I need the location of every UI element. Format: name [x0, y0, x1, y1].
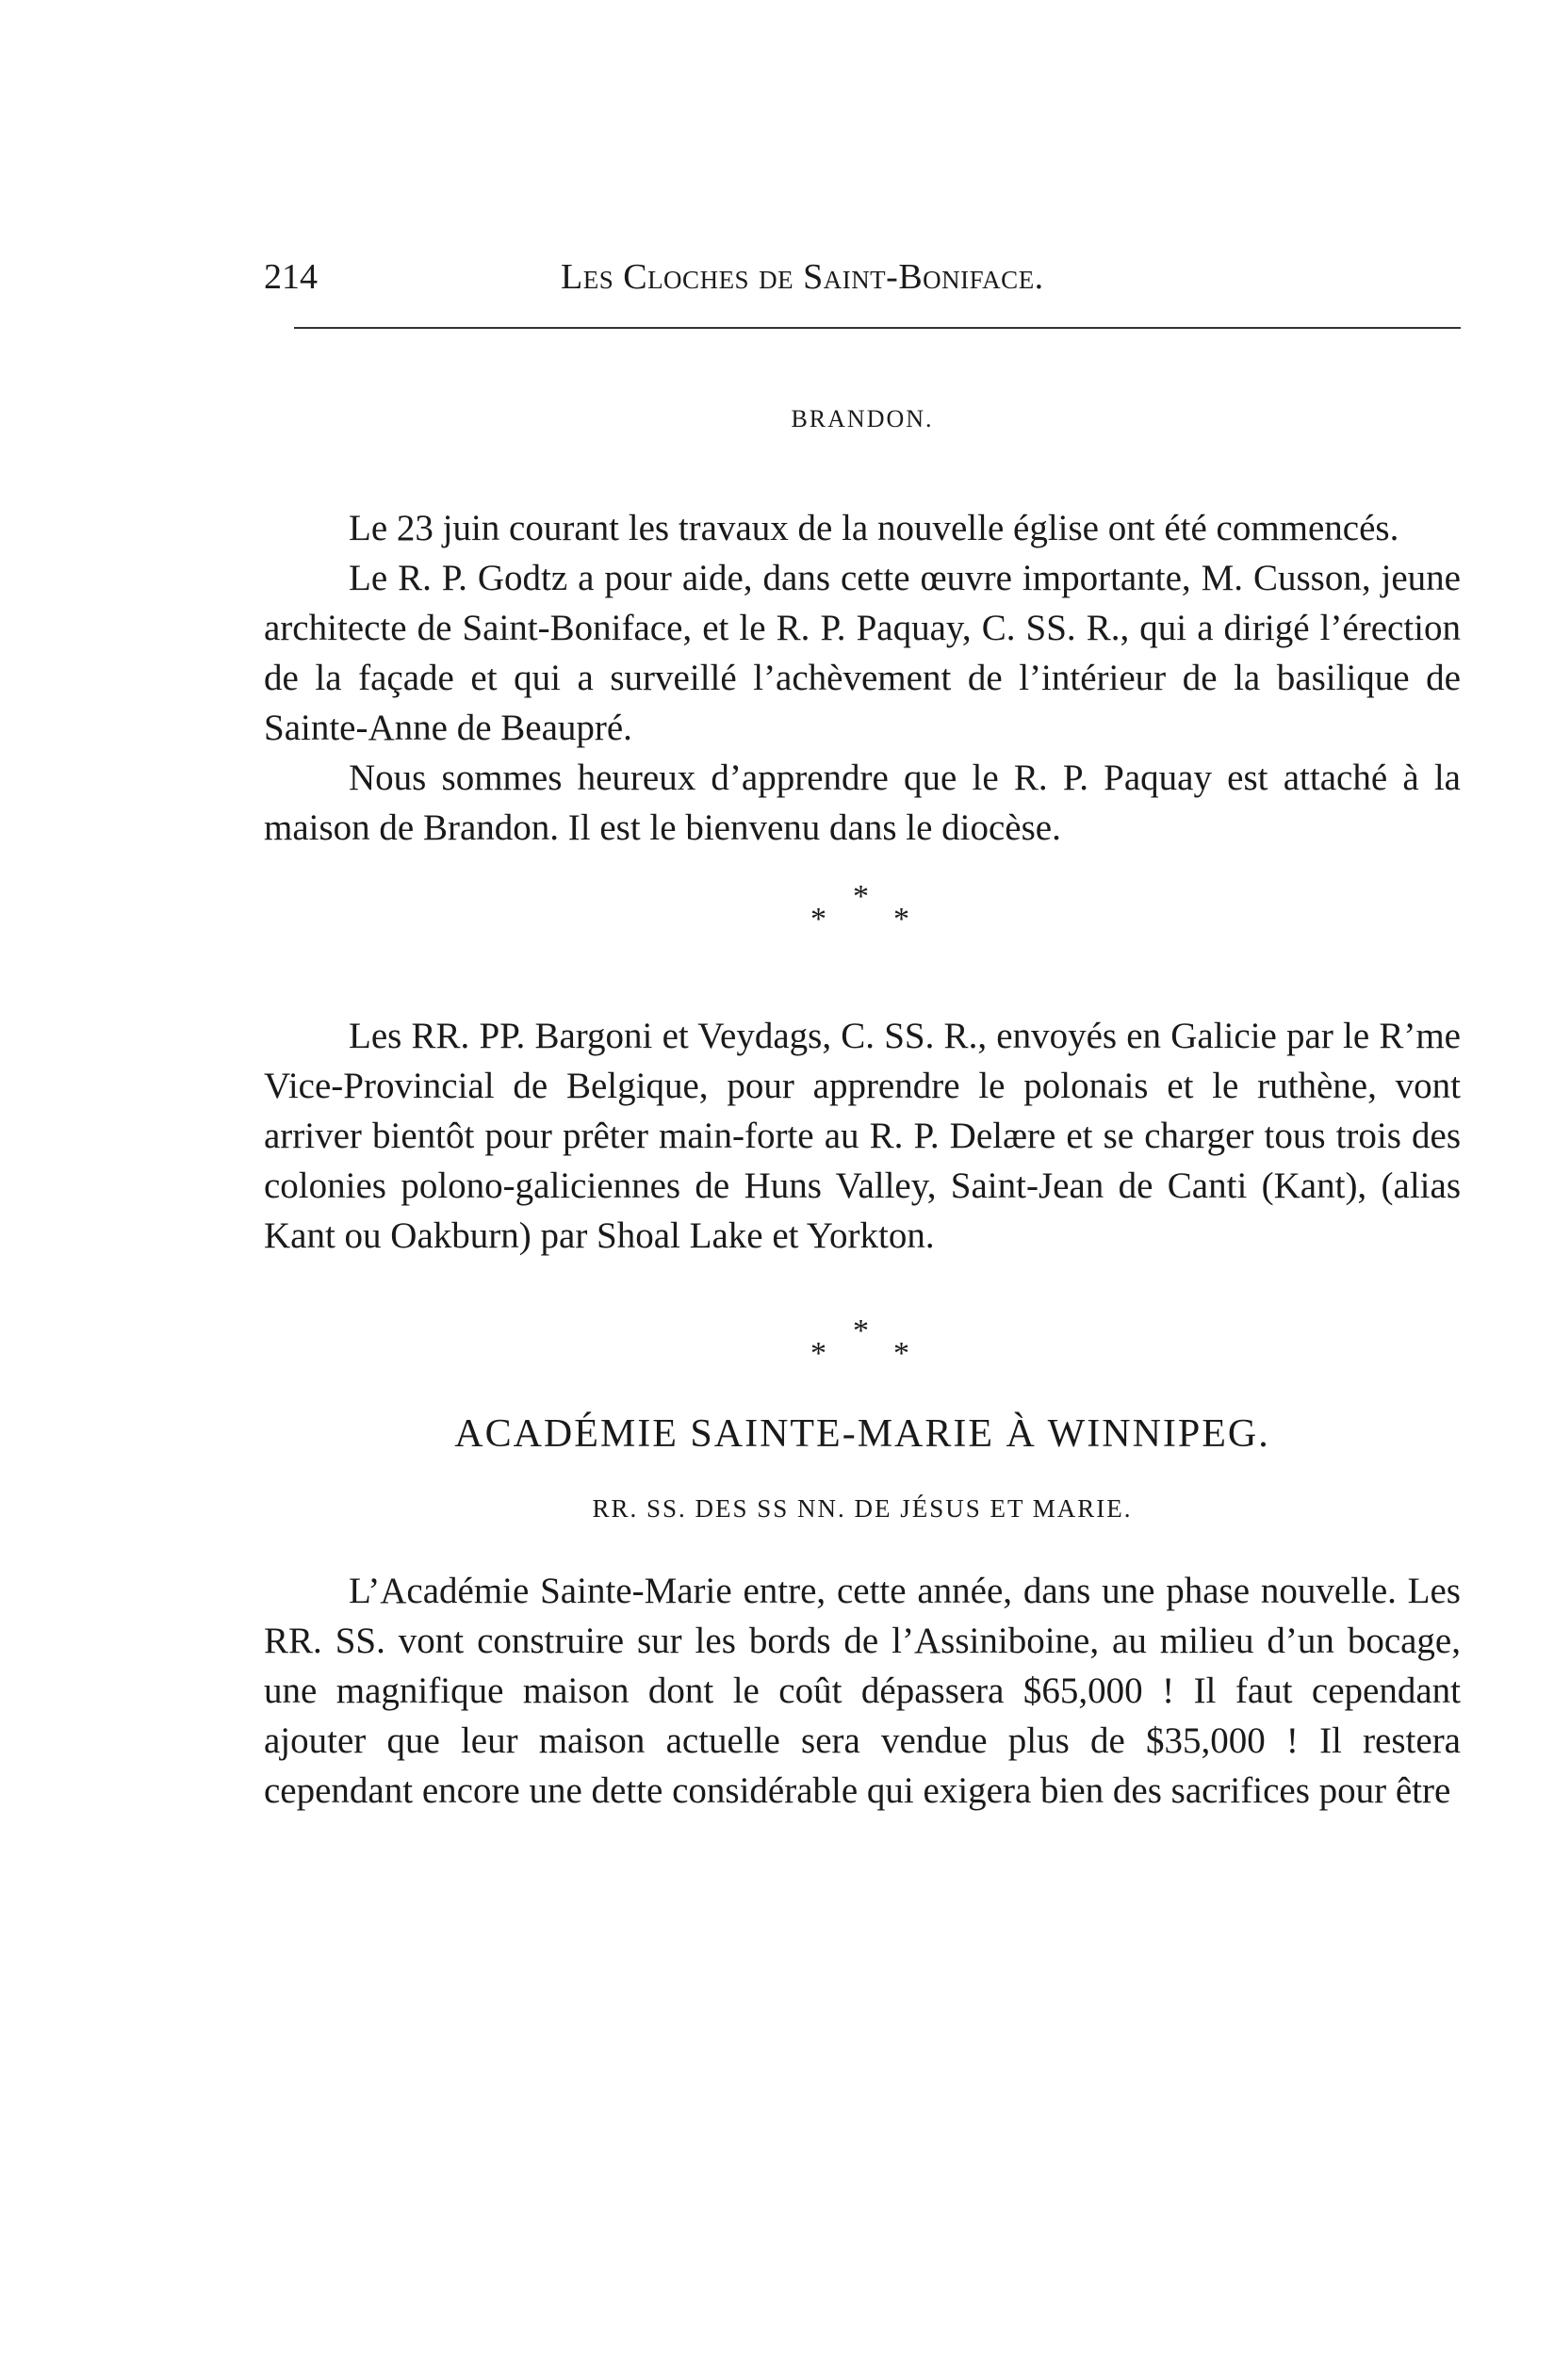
asterisk: *: [810, 902, 826, 937]
header-rule: [294, 327, 1461, 329]
spacer: [264, 853, 1461, 879]
running-title: Les Cloches de Saint-Boniface.: [561, 257, 1044, 297]
asterisk: *: [810, 1336, 826, 1371]
paragraph: Les RR. PP. Bargoni et Veydags, C. SS. R., envoyés en Galicie par le R’me Vice-Provincial de Belgique, pour apprendre le polonais et le ruthène, vont arriver bientôt pour prêter main-forte au R. P. Delære et se charger tous trois des colonies polono-galiciennes de Huns Valley, Saint-Jean de Canti (Kant), (alias Kant ou Oakburn) par Shoal Lake et Yorkton.: [264, 1016, 1461, 1256]
paragraph: Le 23 juin courant les travaux de la nouvelle église ont été commencés.: [349, 508, 1399, 548]
spacer: [264, 1261, 1461, 1313]
section-heading-brandon: BRANDON.: [791, 405, 934, 432]
paragraph: Nous sommes heureux d’apprendre que le R. P. Paquay est attaché à la maison de Brandon. Il est le bienvenu dans le diocèse.: [264, 758, 1461, 848]
asterisk: *: [893, 902, 909, 937]
running-head: [264, 256, 1461, 298]
text-block: [264, 405, 1461, 1816]
paragraph: L’Académie Sainte-Marie entre, cette année, dans une phase nouvelle. Les RR. SS. vont construire sur les bords de l’Assiniboine, au milieu d’un bocage, une magnifique maison dont le coût dépassera $65,000 ! Il faut cependant ajouter que leur maison actuelle sera vendue plus de $35,000 ! Il restera cependant encore une dette considérable qui exigera bien des sacrifices pour être: [264, 1571, 1461, 1811]
spacer: [264, 1551, 1461, 1566]
spacer: [264, 956, 1461, 1011]
asterisk: *: [853, 1313, 869, 1348]
spacer: [264, 447, 1461, 503]
spacer: [264, 1477, 1461, 1494]
asterism-separator: [264, 879, 1461, 956]
page-number: 214: [264, 257, 318, 297]
asterisk: *: [893, 1336, 909, 1371]
section-subheading-academie: RR. SS. DES SS NN. DE JÉSUS ET MARIE.: [592, 1494, 1133, 1523]
paragraph: Le R. P. Godtz a pour aide, dans cette œuvre importante, M. Cusson, jeune architecte de Saint-Boniface, et le R. P. Paquay, C. SS. R., qui a dirigé l’érection de la façade et qui a surveillé l’achèvement de l’intérieur de la basilique de Sainte-Anne de Beaupré.: [264, 558, 1461, 748]
asterism-separator: [264, 1313, 1461, 1391]
spacer: [264, 1391, 1461, 1411]
section-heading-academie: ACADÉMIE SAINTE-MARIE À WINNIPEG.: [454, 1412, 1270, 1456]
asterisk: *: [853, 879, 869, 914]
